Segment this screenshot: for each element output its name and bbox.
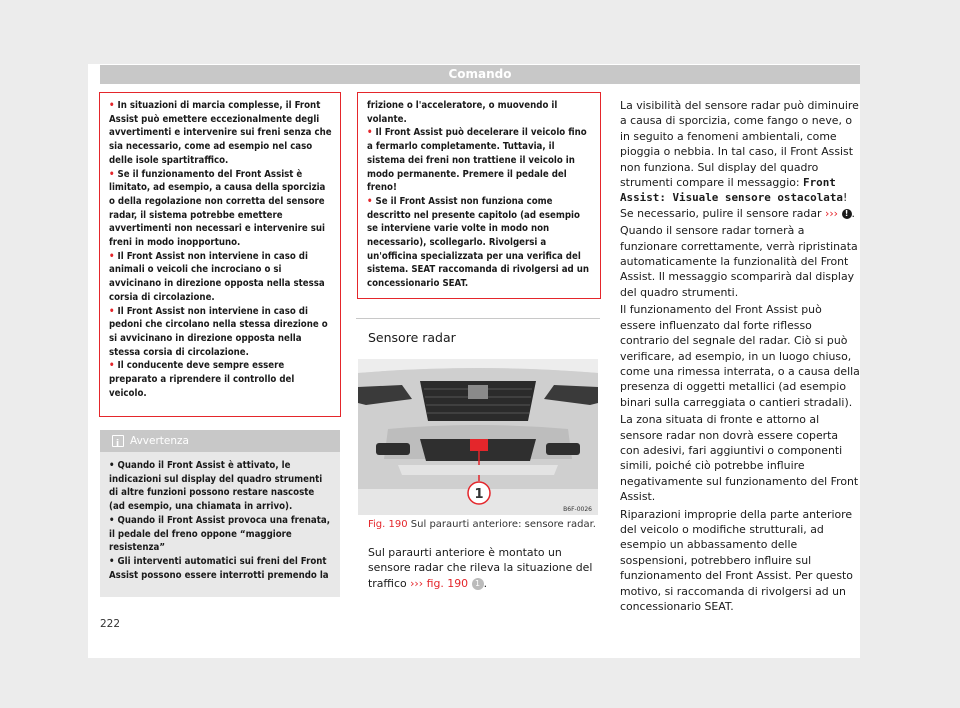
- bullet-icon: •: [367, 195, 373, 207]
- warning-item: • Il Front Assist non interviene in caso di pedoni che circolano nella stessa direzione o si avvicinano in direzione opposta nella stessa corsia di circolazione.: [109, 305, 328, 358]
- note-title: Avvertenza: [130, 435, 189, 447]
- warning-item: • Il conducente deve sempre essere preparato a riprendere il controllo del veicolo.: [109, 360, 295, 399]
- bullet-icon: •: [109, 360, 115, 372]
- warning-reference-link[interactable]: ›››: [824, 206, 839, 220]
- figure-callout-1: 1: [474, 487, 484, 502]
- bullet-icon: •: [367, 127, 373, 139]
- bullet-icon: •: [109, 168, 115, 180]
- warning-icon: !: [842, 209, 852, 219]
- note-item: • Gli interventi automatici sui freni del Front Assist possono essere interrotti premendo la: [109, 555, 329, 581]
- figure-reference-link[interactable]: ››› fig. 190: [410, 576, 469, 590]
- note-header: [100, 430, 340, 452]
- page-header: Comando: [100, 65, 860, 84]
- display-message: Front Assist: Visuale sensore ostacolata: [620, 176, 843, 205]
- callout-marker: 1: [472, 578, 484, 590]
- car-front-illustration: [358, 359, 598, 515]
- warning-continued-text: frizione o l'acceleratore, o muovendo il volante.: [367, 100, 558, 125]
- warning-item: • Il Front Assist non interviene in caso di animali o veicoli che incrociano o si avvicinano in direzione opposta nella stessa corsia di circolazione.: [109, 250, 325, 303]
- page-number: 222: [100, 618, 121, 630]
- bullet-icon: •: [109, 305, 115, 317]
- section-divider: [356, 318, 600, 319]
- warning-box: [99, 92, 341, 417]
- figure-caption-text: Sul paraurti anteriore: sensore radar.: [410, 519, 596, 530]
- bullet-icon: •: [109, 250, 115, 262]
- figure-caption: [368, 519, 596, 530]
- figure-label: Fig. 190: [368, 519, 408, 530]
- col3-paragraph-4: La zona situata di fronte e attorno al sensore radar non dovrà essere coperta con adesivi, fari aggiuntivi o componenti simili, poiché ciò potrebbe influire negativamente sul funzionamento del Front Assist.: [620, 413, 859, 504]
- warning-item: • Se il Front Assist non funziona come descritto nel presente capitolo (ad esempio se interviene varie volte in modo non necessario), scollegarlo. Rivolgersi a un'officina specializzata per una verifica del sistema. SEAT raccomanda di rivolgersi ad un concessionario SEAT.: [367, 195, 590, 290]
- col3-text: [620, 98, 860, 614]
- figure-code: B6F-0026: [563, 506, 592, 513]
- note-item: • Quando il Front Assist è attivato, le indicazioni sul display del quadro strumenti di altre funzioni possono restare nascoste (ad esempio, una chiamata in arrivo).: [109, 460, 323, 513]
- warning-box-continued: [357, 92, 601, 299]
- col3-paragraph-1: La visibilità del sensore radar può diminuire a causa di sporcizia, come fango o neve, o in seguito a fenomeni ambientali, come pioggia o nebbia. In tal caso, il Front Assist non funziona. Sul display del quadro strumenti compare il messaggio: Front Assist: Visuale sensore ostacolata! Se necessario, pulire il sensore radar ››› ! .: [620, 99, 859, 220]
- note-item: • Quando il Front Assist provoca una frenata, il pedale del freno oppone “maggiore resistenza”: [109, 514, 330, 554]
- section-title: Sensore radar: [368, 330, 456, 345]
- col3-paragraph-2: Quando il sensore radar tornerà a funzionare correttamente, verrà ripristinata automaticamente la funzionalità del Front Assist. Il messaggio scomparirà dal display del quadro strumenti.: [620, 224, 858, 299]
- info-icon: [112, 435, 124, 447]
- warning-item: • Il Front Assist può decelerare il veicolo fino a fermarlo completamente. Tuttavia, il sistema dei freni non trattiene il veicolo in modo permanente. Premere il pedale del freno!: [367, 127, 587, 194]
- figure-car-front: [358, 359, 598, 515]
- col2-paragraph: Sul paraurti anteriore è montato un sensore radar che rileva la situazione del traffico ››› fig. 190 1 .: [368, 546, 593, 590]
- col3-paragraph-5: Riparazioni improprie della parte anteriore del veicolo o modifiche strutturali, ad esempio un abbassamento delle sospensioni, potrebbero influire sul funzionamento del Front Assist. Per questo motivo, si raccomanda di rivolgersi ad un concessionario SEAT.: [620, 507, 853, 613]
- warning-item: • Se il funzionamento del Front Assist è limitato, ad esempio, a causa della sporcizia o della regolazione non corretta del sensore radar, il sistema potrebbe emettere avvertimenti non necessari e intervenire sui freni in modo inopportuno.: [109, 168, 326, 249]
- warning-item: • In situazioni di marcia complesse, il Front Assist può emettere eccezionalmente degli avvertimenti e intervenire sui freni senza che sia necessario, come ad esempio nel caso delle isole spartitraffico.: [109, 100, 332, 166]
- bullet-icon: •: [109, 100, 115, 111]
- col3-paragraph-3: Il funzionamento del Front Assist può essere influenzato dal forte riflesso contrario del segnale del radar. Ciò si può verificare, ad esempio, in un luogo chiuso, come una rimessa interrata, o a causa della presenza di oggetti metallici (ad esempio binari sulla carreggiata o cantieri stradali).: [620, 303, 860, 409]
- note-box: [100, 430, 340, 597]
